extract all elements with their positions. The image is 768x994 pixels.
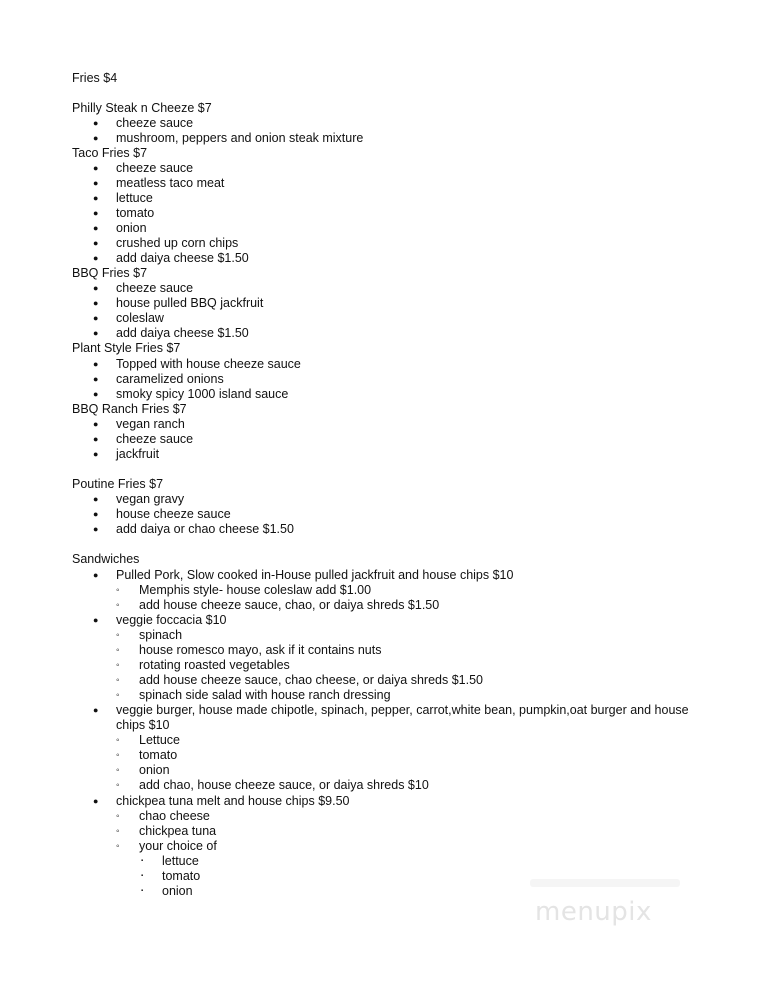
menu-item-philly-steak: Philly Steak n Cheeze $7 bbox=[72, 101, 212, 115]
list-item: ● Topped with house cheeze sauce bbox=[116, 357, 301, 372]
list-item: ● jackfruit bbox=[116, 447, 159, 462]
list-item: ▪ tomato bbox=[162, 869, 200, 884]
list-item: ◦ house romesco mayo, ask if it contains nuts bbox=[139, 643, 381, 658]
list-item: ◦ Lettuce bbox=[139, 733, 180, 748]
list-item: ◦ add house cheeze sauce, chao cheese, or daiya shreds $1.50 bbox=[139, 673, 483, 688]
list-item: ◦ spinach side salad with house ranch dressing bbox=[139, 688, 391, 703]
menu-item-bbq-ranch-fries: BBQ Ranch Fries $7 bbox=[72, 402, 187, 416]
list-item: ◦ rotating roasted vegetables bbox=[139, 658, 290, 673]
list-item: ◦ Memphis style- house coleslaw add $1.00 bbox=[139, 583, 371, 598]
menu-item-poutine-fries: Poutine Fries $7 bbox=[72, 477, 164, 491]
list-item: ● mushroom, peppers and onion steak mixture bbox=[116, 131, 363, 146]
list-item: ◦ chickpea tuna bbox=[139, 824, 216, 839]
fries-heading: Fries $4 bbox=[72, 71, 118, 85]
list-item: ● caramelized onions bbox=[116, 372, 224, 387]
list-item: ● tomato bbox=[116, 206, 154, 221]
list-item: ● smoky spicy 1000 island sauce bbox=[116, 387, 288, 402]
list-item: ● cheeze sauce bbox=[116, 116, 193, 131]
list-item: ◦ add chao, house cheeze sauce, or daiya shreds $10 bbox=[139, 778, 429, 793]
list-item: ▪ onion bbox=[162, 884, 193, 899]
list-item: ● coleslaw bbox=[116, 311, 164, 326]
menu-item-bbq-fries: BBQ Fries $7 bbox=[72, 266, 148, 280]
list-item: ◦ chao cheese bbox=[139, 809, 210, 824]
list-item: ● lettuce bbox=[116, 191, 153, 206]
list-item: ● meatless taco meat bbox=[116, 176, 224, 191]
menu-item-plant-style-fries: Plant Style Fries $7 bbox=[72, 341, 181, 355]
list-item: ● add daiya or chao cheese $1.50 bbox=[116, 522, 294, 537]
list-item: ● house pulled BBQ jackfruit bbox=[116, 296, 263, 311]
list-item: ● cheeze sauce bbox=[116, 161, 193, 176]
menu-item-veggie-burger: ● veggie burger, house made chipotle, spinach, pepper, carrot,white bean, pumpkin,oat burger and house chips $10 bbox=[116, 703, 696, 733]
list-item: ● vegan ranch bbox=[116, 417, 185, 432]
list-item: ● add daiya cheese $1.50 bbox=[116, 251, 249, 266]
list-item: ◦ spinach bbox=[139, 628, 182, 643]
list-item: ● house cheeze sauce bbox=[116, 507, 231, 522]
list-item: ● cheeze sauce bbox=[116, 281, 193, 296]
list-item: ▪ lettuce bbox=[162, 854, 199, 869]
list-item: ● onion bbox=[116, 221, 147, 236]
watermark-logo: menupix bbox=[535, 897, 652, 927]
menu-item-veggie-foccacia: ● veggie foccacia $10 bbox=[116, 613, 227, 628]
list-item: ◦ tomato bbox=[139, 748, 177, 763]
menu-item-pulled-pork: ● Pulled Pork, Slow cooked in-House pulled jackfruit and house chips $10 bbox=[116, 568, 513, 583]
sandwiches-heading: Sandwiches bbox=[72, 552, 140, 566]
list-item: ◦ add house cheeze sauce, chao, or daiya shreds $1.50 bbox=[139, 598, 439, 613]
menu-item-taco-fries: Taco Fries $7 bbox=[72, 146, 148, 160]
list-item: ● vegan gravy bbox=[116, 492, 184, 507]
list-item: ◦ onion bbox=[139, 763, 170, 778]
list-item: ◦ your choice of bbox=[139, 839, 217, 854]
list-item: ● cheeze sauce bbox=[116, 432, 193, 447]
menu-item-chickpea-tuna-melt: ● chickpea tuna melt and house chips $9.50 bbox=[116, 794, 350, 809]
watermark-tagline-bar bbox=[530, 879, 680, 887]
list-item: ● add daiya cheese $1.50 bbox=[116, 326, 249, 341]
list-item: ● crushed up corn chips bbox=[116, 236, 238, 251]
